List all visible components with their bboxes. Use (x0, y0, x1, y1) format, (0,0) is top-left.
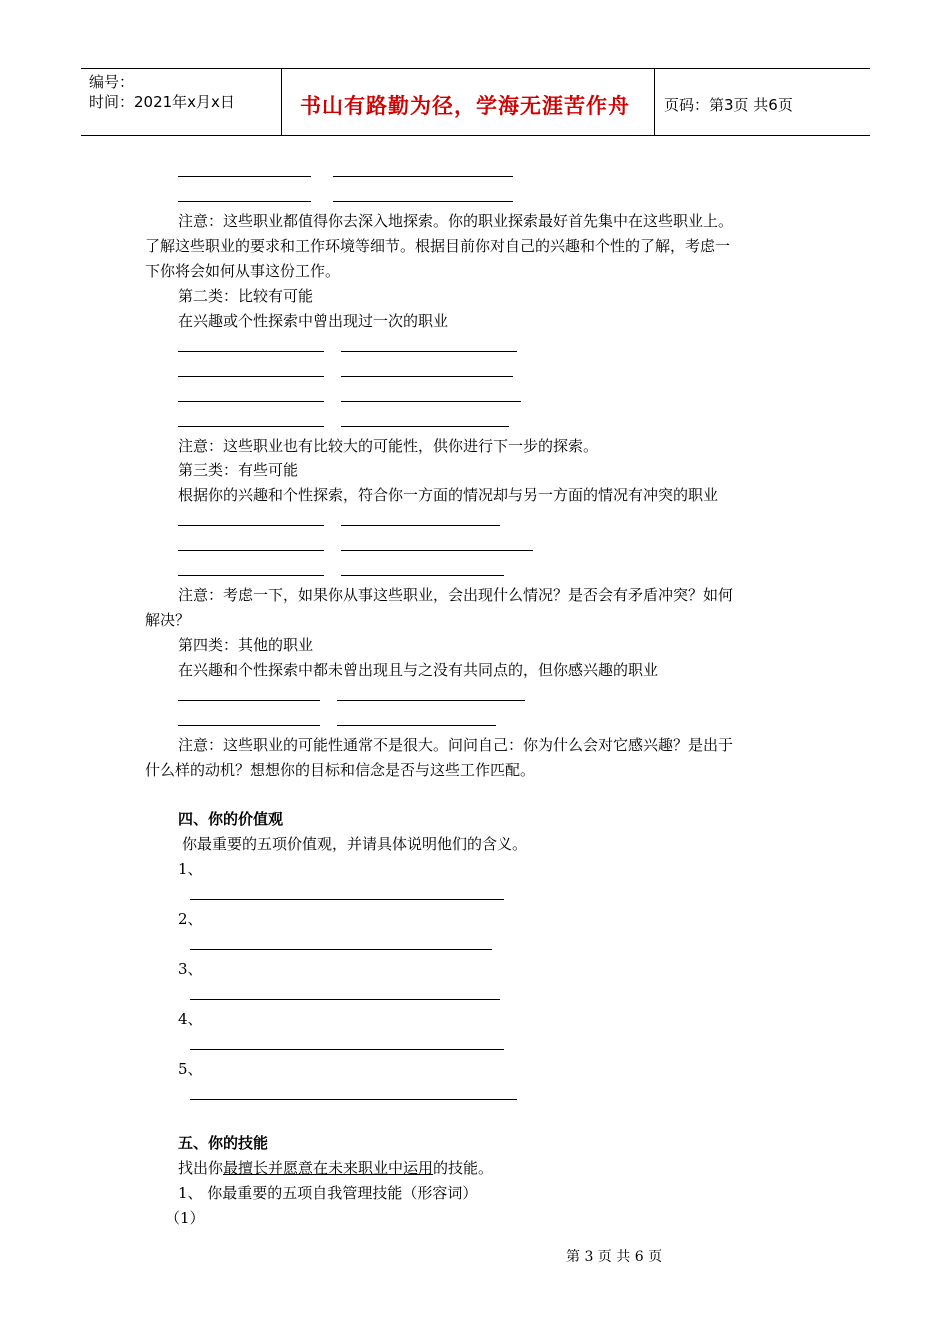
category-3-desc: 根据你的兴趣和个性探索，符合你一方面的情况却与另一方面的情况有冲突的职业 (178, 486, 719, 504)
header-bottom-border (81, 135, 870, 136)
value-item-1-blank[interactable] (190, 899, 504, 900)
value-item-3-blank[interactable] (190, 999, 500, 1000)
category-3-title: 第三类：有些可能 (178, 461, 299, 479)
section-4-intro: 你最重要的五项价值观，并请具体说明他们的含义。 (182, 835, 528, 853)
header-page-info: 页码：第3页 共6页 (664, 96, 793, 114)
section-5-heading: 五、你的技能 (178, 1134, 269, 1152)
header-motto: 书山有路勤为径，学海无涯苦作舟 (300, 94, 630, 118)
value-item-2-blank[interactable] (190, 949, 492, 950)
note-4-line-2: 什么样的动机？想想你的目标和信念是否与这些工作匹配。 (145, 761, 536, 779)
value-item-4-blank[interactable] (190, 1049, 504, 1050)
note-1-line-2: 了解这些职业的要求和工作环境等细节。根据目前你对自己的兴趣和个性的了解，考虑一 (145, 237, 731, 255)
blank-line[interactable] (333, 176, 513, 177)
section-4-heading: 四、你的价值观 (178, 810, 284, 828)
blank-line[interactable] (178, 700, 320, 701)
category-2-title: 第二类：比较有可能 (178, 287, 314, 305)
section-5-intro-post: 的技能。 (433, 1159, 494, 1177)
header-number-label: 编号： (89, 73, 135, 91)
value-item-4-label: 4、 (178, 1010, 203, 1028)
section-5-intro-pre: 找出你 (178, 1159, 224, 1177)
blank-line[interactable] (178, 575, 324, 576)
blank-line[interactable] (178, 550, 324, 551)
section-5-intro (178, 1156, 493, 1180)
note-1-line-1: 注意：这些职业都值得你去深入地探索。你的职业探索最好首先集中在这些职业上。 (178, 212, 734, 230)
value-item-1-label: 1、 (178, 860, 203, 878)
value-item-3-label: 3、 (178, 960, 203, 978)
header-top-border (81, 68, 870, 69)
blank-line[interactable] (341, 351, 517, 352)
blank-line[interactable] (341, 575, 504, 576)
header-time-label: 时间：2021年x月x日 (89, 93, 235, 111)
note-2: 注意：这些职业也有比较大的可能性，供你进行下一步的探索。 (178, 437, 599, 455)
blank-line[interactable] (178, 426, 324, 427)
note-3-line-2: 解决？ (145, 611, 191, 629)
blank-line[interactable] (178, 376, 324, 377)
value-item-5-blank[interactable] (190, 1099, 517, 1100)
blank-line[interactable] (178, 725, 320, 726)
blank-line[interactable] (178, 176, 311, 177)
blank-line[interactable] (341, 401, 521, 402)
blank-line[interactable] (341, 426, 509, 427)
section-5-intro-underlined: 最擅长并愿意在未来职业中运用 (223, 1159, 434, 1177)
note-3-line-1: 注意：考虑一下，如果你从事这些职业，会出现什么情况？是否会有矛盾冲突？如何 (178, 586, 734, 604)
blank-line[interactable] (337, 725, 496, 726)
blank-line[interactable] (341, 376, 513, 377)
blank-line[interactable] (178, 201, 311, 202)
footer-page-number: 第 3 页 共 6 页 (566, 1249, 663, 1265)
note-1-line-3: 下你将会如何从事这份工作。 (145, 262, 341, 280)
category-4-desc: 在兴趣和个性探索中都未曾出现且与之没有共同点的，但你感兴趣的职业 (178, 661, 659, 679)
header-divider-right (654, 68, 655, 136)
blank-line[interactable] (337, 700, 525, 701)
category-2-desc: 在兴趣或个性探索中曾出现过一次的职业 (178, 312, 449, 330)
section-5-item-1: 1、 你最重要的五项自我管理技能（形容词） (178, 1184, 478, 1202)
note-4-line-1: 注意：这些职业的可能性通常不是很大。问问自己：你为什么会对它感兴趣？是出于 (178, 736, 734, 754)
section-5-item-1-sub: （1） (165, 1209, 205, 1227)
blank-line[interactable] (341, 550, 533, 551)
blank-line[interactable] (341, 525, 500, 526)
blank-line[interactable] (178, 525, 324, 526)
blank-line[interactable] (333, 201, 513, 202)
value-item-2-label: 2、 (178, 910, 203, 928)
header-divider-left (281, 68, 282, 136)
blank-line[interactable] (178, 351, 324, 352)
category-4-title: 第四类：其他的职业 (178, 636, 314, 654)
value-item-5-label: 5、 (178, 1060, 203, 1078)
blank-line[interactable] (178, 401, 324, 402)
